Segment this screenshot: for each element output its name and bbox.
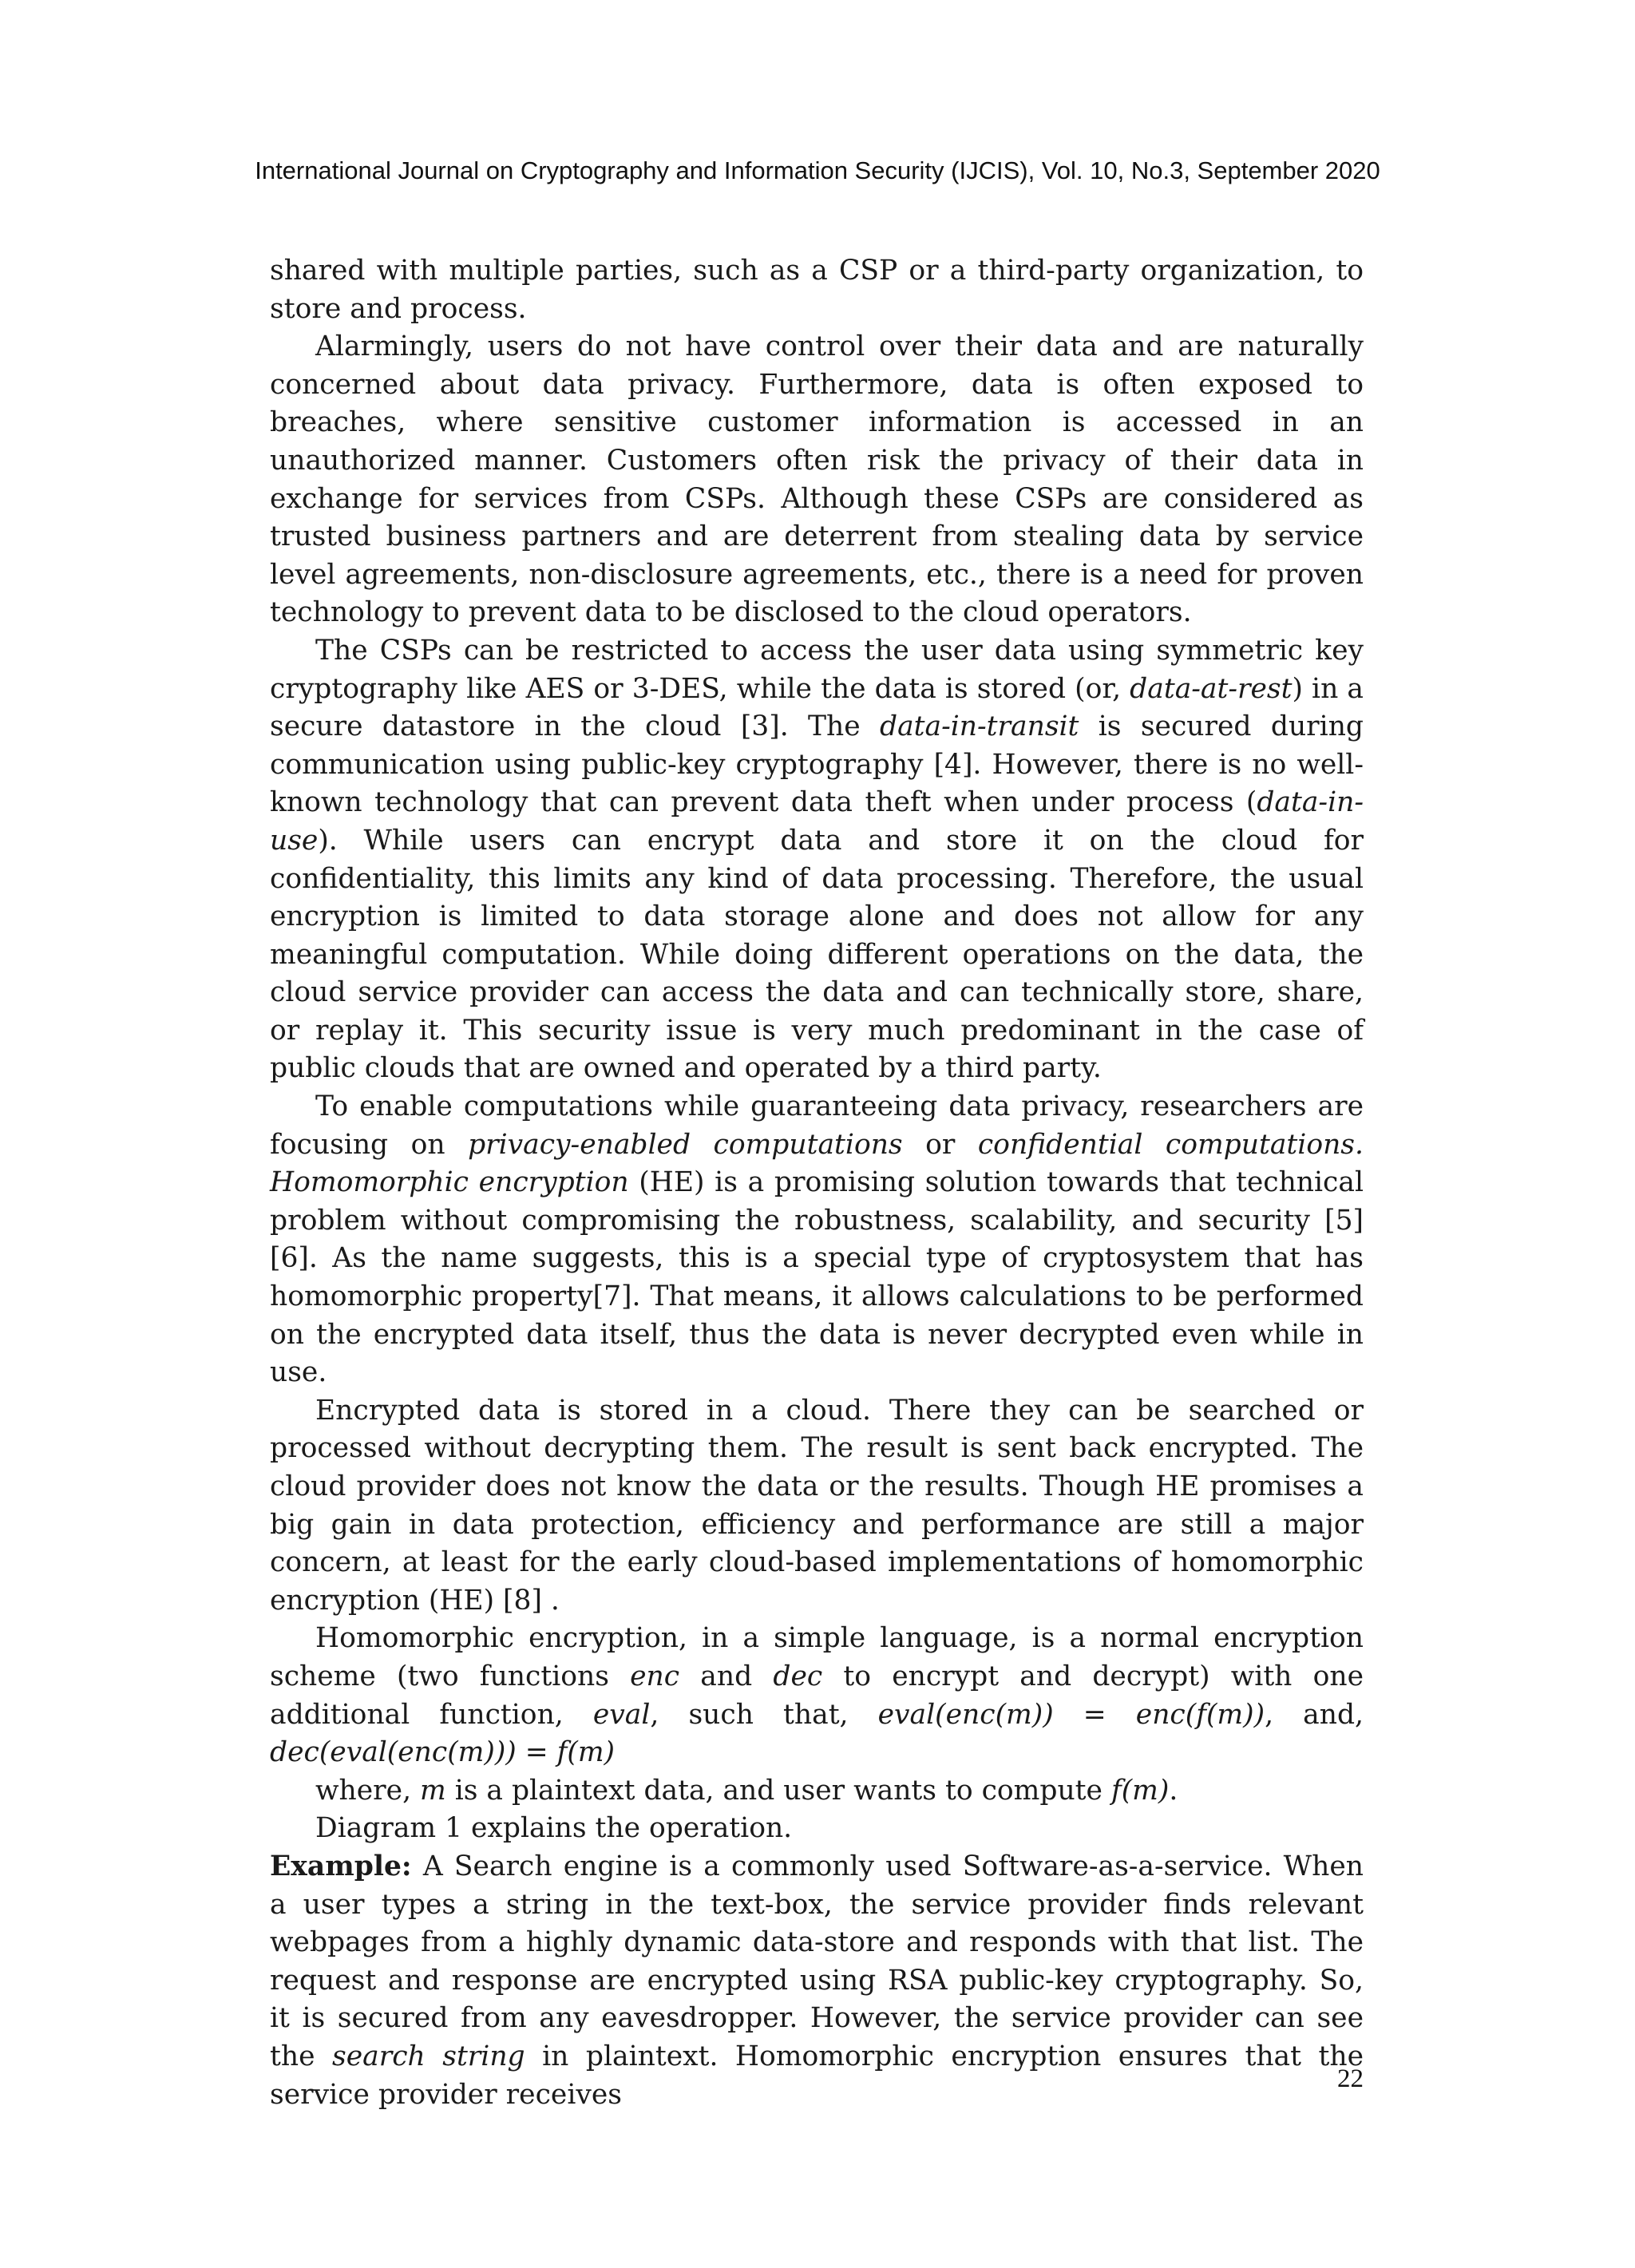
paragraph-6 [270, 1620, 1364, 1771]
paragraph-7 [270, 1772, 1364, 1811]
example-label: Example: [270, 1850, 412, 1882]
text-run: ) in a secure datastore in the cloud [3]. The [270, 672, 1364, 743]
text-run: . [1169, 1774, 1178, 1807]
term-search-string: search string [332, 2040, 525, 2072]
page-number: 22 [1337, 2064, 1364, 2093]
text-run: where, [315, 1774, 421, 1807]
paragraph-2: Alarmingly, users do not have control over their data and are naturally concerned about data privacy. Furthermore, data is often exposed to breaches, where sensitive customer information is accessed in an unauthorized manner. Customers often risk the privacy of their data in exchange for services from CSPs. Although these CSPs are considered as trusted business partners and are deterrent from stealing data by service level agreements, non-disclosure agreements, etc., there is a need for proven technology to prevent data to be disclosed to the cloud operators. [270, 331, 1364, 629]
text-run: ). While users can encrypt data and store it on the cloud for confidentiality, this limits any kind of data processing. Therefore, the usual encryption is limited to data storage alone and does not allow for any meaningful computation. While doing different operations on the data, the cloud service provider can access the data and can technically store, share, or replay it. This security issue is very much predominant in the case of public clouds that are owned and operated by a third party. [270, 824, 1364, 1085]
paragraph-3 [270, 632, 1364, 1088]
term-privacy-enabled-computations: privacy-enabled computations [468, 1128, 903, 1161]
text-run: (HE) is a promising solution towards that technical problem without compromising the robustness, scalability, and security [5][6]. As the name suggests, this is a special type of cryptosystem that has homomorphic property[7]. That means, it allows calculations to be performed on the encrypted data itself, thus the data is never decrypted even while in use. [270, 1166, 1364, 1389]
term-data-in-use: data-in-use [270, 786, 1364, 857]
text-run: Homomorphic encryption, in a simple language, is a normal encryption scheme (two functions [270, 1622, 1364, 1692]
article-body [270, 252, 1364, 2114]
paragraph-5: Encrypted data is stored in a cloud. There they can be searched or processed without decrypting them. The result is sent back encrypted. The cloud provider does not know the data or the results. Though HE promises a big gain in data protection, efficiency and performance are still a major concern, at least for the early cloud-based implementations of homomorphic encryption (HE) [8] . [270, 1394, 1364, 1617]
text-run: The CSPs can be restricted to access the user data using symmetric key cryptography like AES or 3-DES, while the data is stored (or, [270, 634, 1364, 705]
text-run: , such that, [650, 1698, 878, 1731]
math-eval: eval [592, 1698, 651, 1731]
text-run: in plaintext. Homomorphic encryption ensures that the service provider receives [270, 2040, 1364, 2111]
paragraph-4 [270, 1088, 1364, 1392]
term-data-at-rest: data-at-rest [1130, 672, 1293, 705]
text-run: is secured during communication using public-key cryptography [4]. However, there is no well-known technology that can prevent data theft when under process ( [270, 710, 1364, 819]
math-dec: dec [773, 1660, 823, 1692]
math-equation-1: eval(enc(m)) = enc(f(m)) [877, 1698, 1265, 1731]
text-run: and [679, 1660, 774, 1692]
journal-header: International Journal on Cryptography and Information Security (IJCIS), Vol. 10, No.3, September 2020 [255, 156, 1380, 184]
text-run: A Search engine is a commonly used Software-as-a-service. When a user types a string in the text-box, the service provider finds relevant webpages from a highly dynamic data-store and responds with that list. The request and response are encrypted using RSA public-key cryptography. So, it is secured from any eavesdropper. However, the service provider can see the [270, 1850, 1364, 2072]
paragraph-9 [270, 1848, 1364, 2114]
math-f-of-m: f(m) [1110, 1774, 1170, 1807]
term-data-in-transit: data-in-transit [880, 710, 1079, 743]
text-run: , and, [1265, 1698, 1364, 1731]
text-run: To enable computations while guaranteeing data privacy, researchers are focusing on [270, 1090, 1364, 1161]
math-equation-2: dec(eval(enc(m))) = f(m) [270, 1736, 616, 1769]
text-run: or [902, 1128, 978, 1161]
math-enc: enc [630, 1660, 680, 1692]
text-run: to encrypt and decrypt) with one additional function, [270, 1660, 1364, 1731]
text-run: is a plaintext data, and user wants to compute [445, 1774, 1111, 1807]
paragraph-1: shared with multiple parties, such as a CSP or a third-party organization, to store and process. [270, 255, 1364, 325]
paragraph-8: Diagram 1 explains the operation. [315, 1812, 793, 1845]
math-m: m [420, 1774, 446, 1807]
term-confidential-computations: confidential computations. Homomorphic encryption [270, 1128, 1364, 1199]
